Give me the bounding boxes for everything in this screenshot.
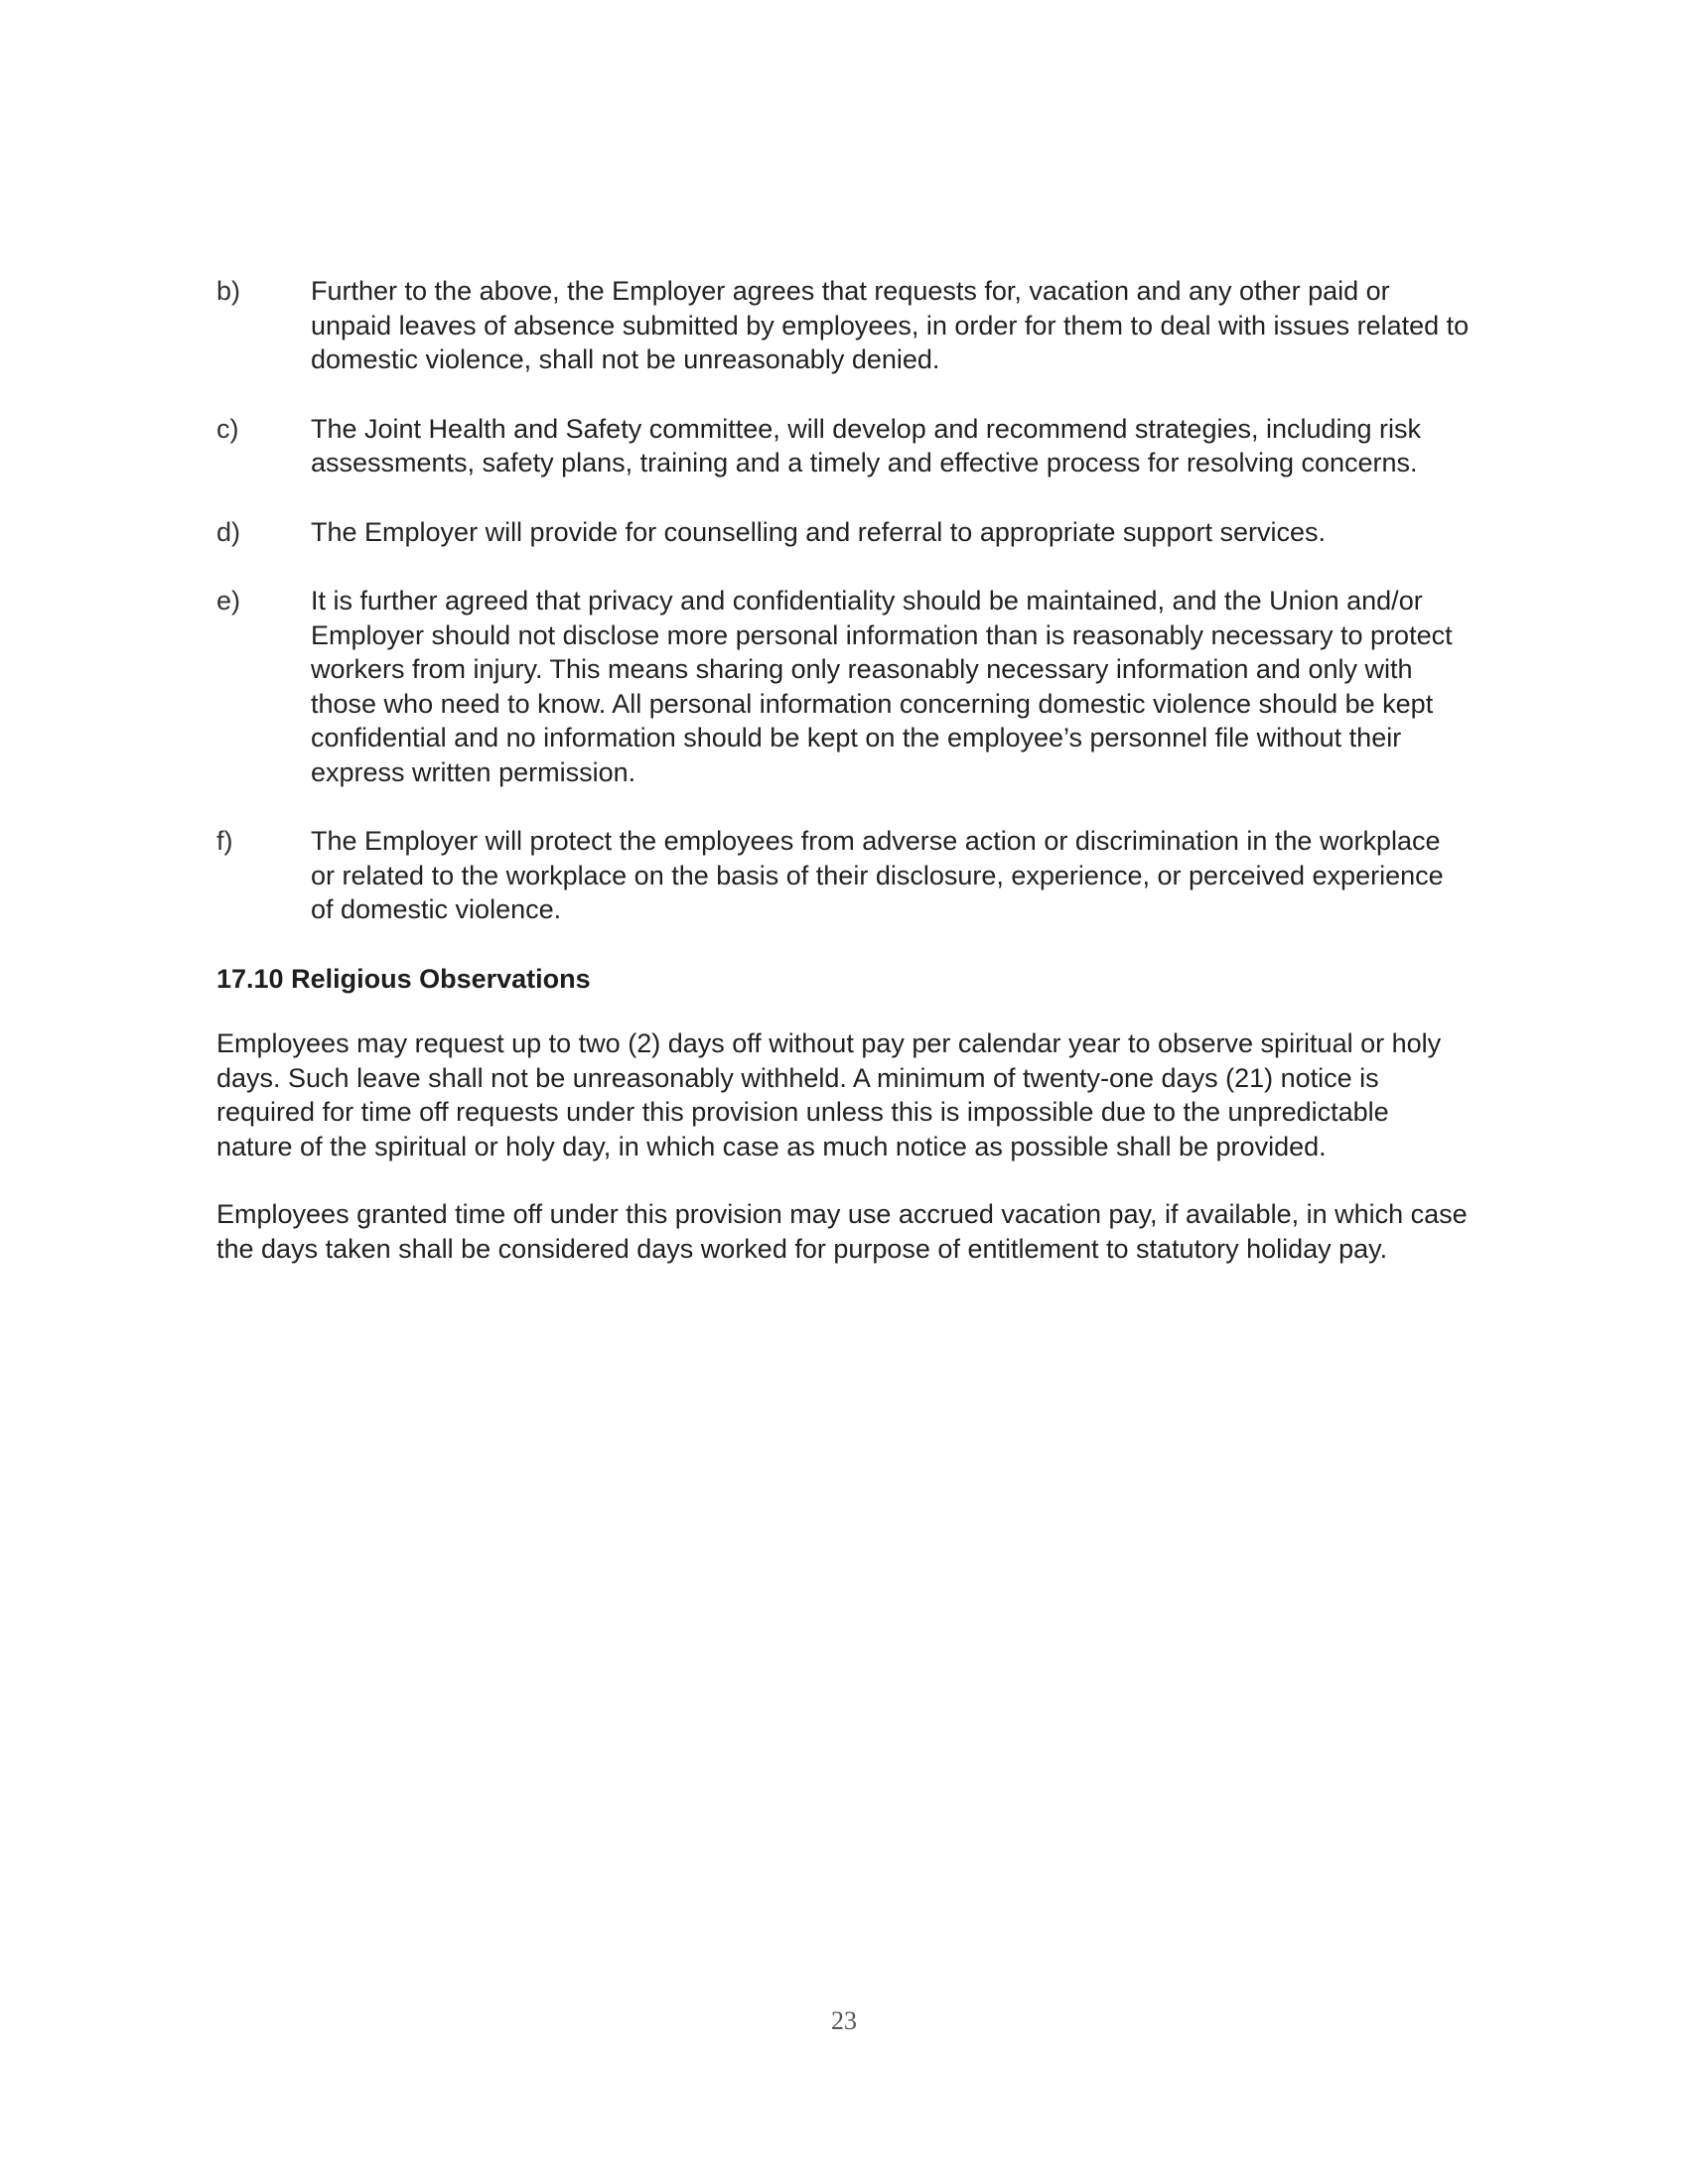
list-item-text: The Joint Health and Safety committee, will develop and recommend strategies, including risk assessments, safety plans, training and a timely and effective process for resolving concerns. [311,413,1422,478]
list-item-text: The Employer will provide for counselling and referral to appropriate support services. [311,516,1326,547]
page-content [216,274,1470,1299]
list-item-letter: d) [216,516,241,547]
list-item-b [216,274,1470,377]
list-item-f [216,824,1470,927]
page-number: 23 [831,2006,857,2035]
section-paragraph: Employees may request up to two (2) days off without pay per calendar year to observe spiritual or holy days. Such leave shall not be unreasonably withheld. A minimum of twenty-one days (21) notice is required for time off requests under this provision unless this is impossible due to the unpredictable nature of the spiritual or holy day, in which case as much notice as possible shall be provided. [216,1028,1442,1161]
list-item-text: The Employer will protect the employees from adverse action or discrimination in the workplace or related to the workplace on the basis of their disclosure, experience, or perceived experience of domestic violence. [311,826,1444,924]
list-item-letter: e) [216,586,241,615]
list-item-letter: f) [216,826,233,856]
list-item-d [216,515,1470,550]
list-item-letter: b) [216,276,241,306]
list-item-text: Further to the above, the Employer agrees that requests for, vacation and any other paid or unpaid leaves of absence submitted by employees, in order for them to deal with issues related to domestic violence, shall not be unreasonably denied. [311,276,1470,374]
list-item-c [216,412,1470,480]
section-paragraph: Employees granted time off under this provision may use accrued vacation pay, if available, in which case the days taken shall be considered days worked for purpose of entitlement to statutory holiday pay. [216,1199,1468,1264]
section-heading: 17.10 Religious Observations [216,963,591,994]
list-item-text: It is further agreed that privacy and confidentiality should be maintained, and the Union and/or Employer should not disclose more personal information than is reasonably necessary to protect workers from injury. This means sharing only reasonably necessary information and only with those who need to know. All personal information concerning domestic violence should be kept confidential and no information should be kept on the employee’s personnel file without their express written permission. [311,586,1453,787]
list-item-e [216,584,1470,789]
list-item-letter: c) [216,413,239,444]
